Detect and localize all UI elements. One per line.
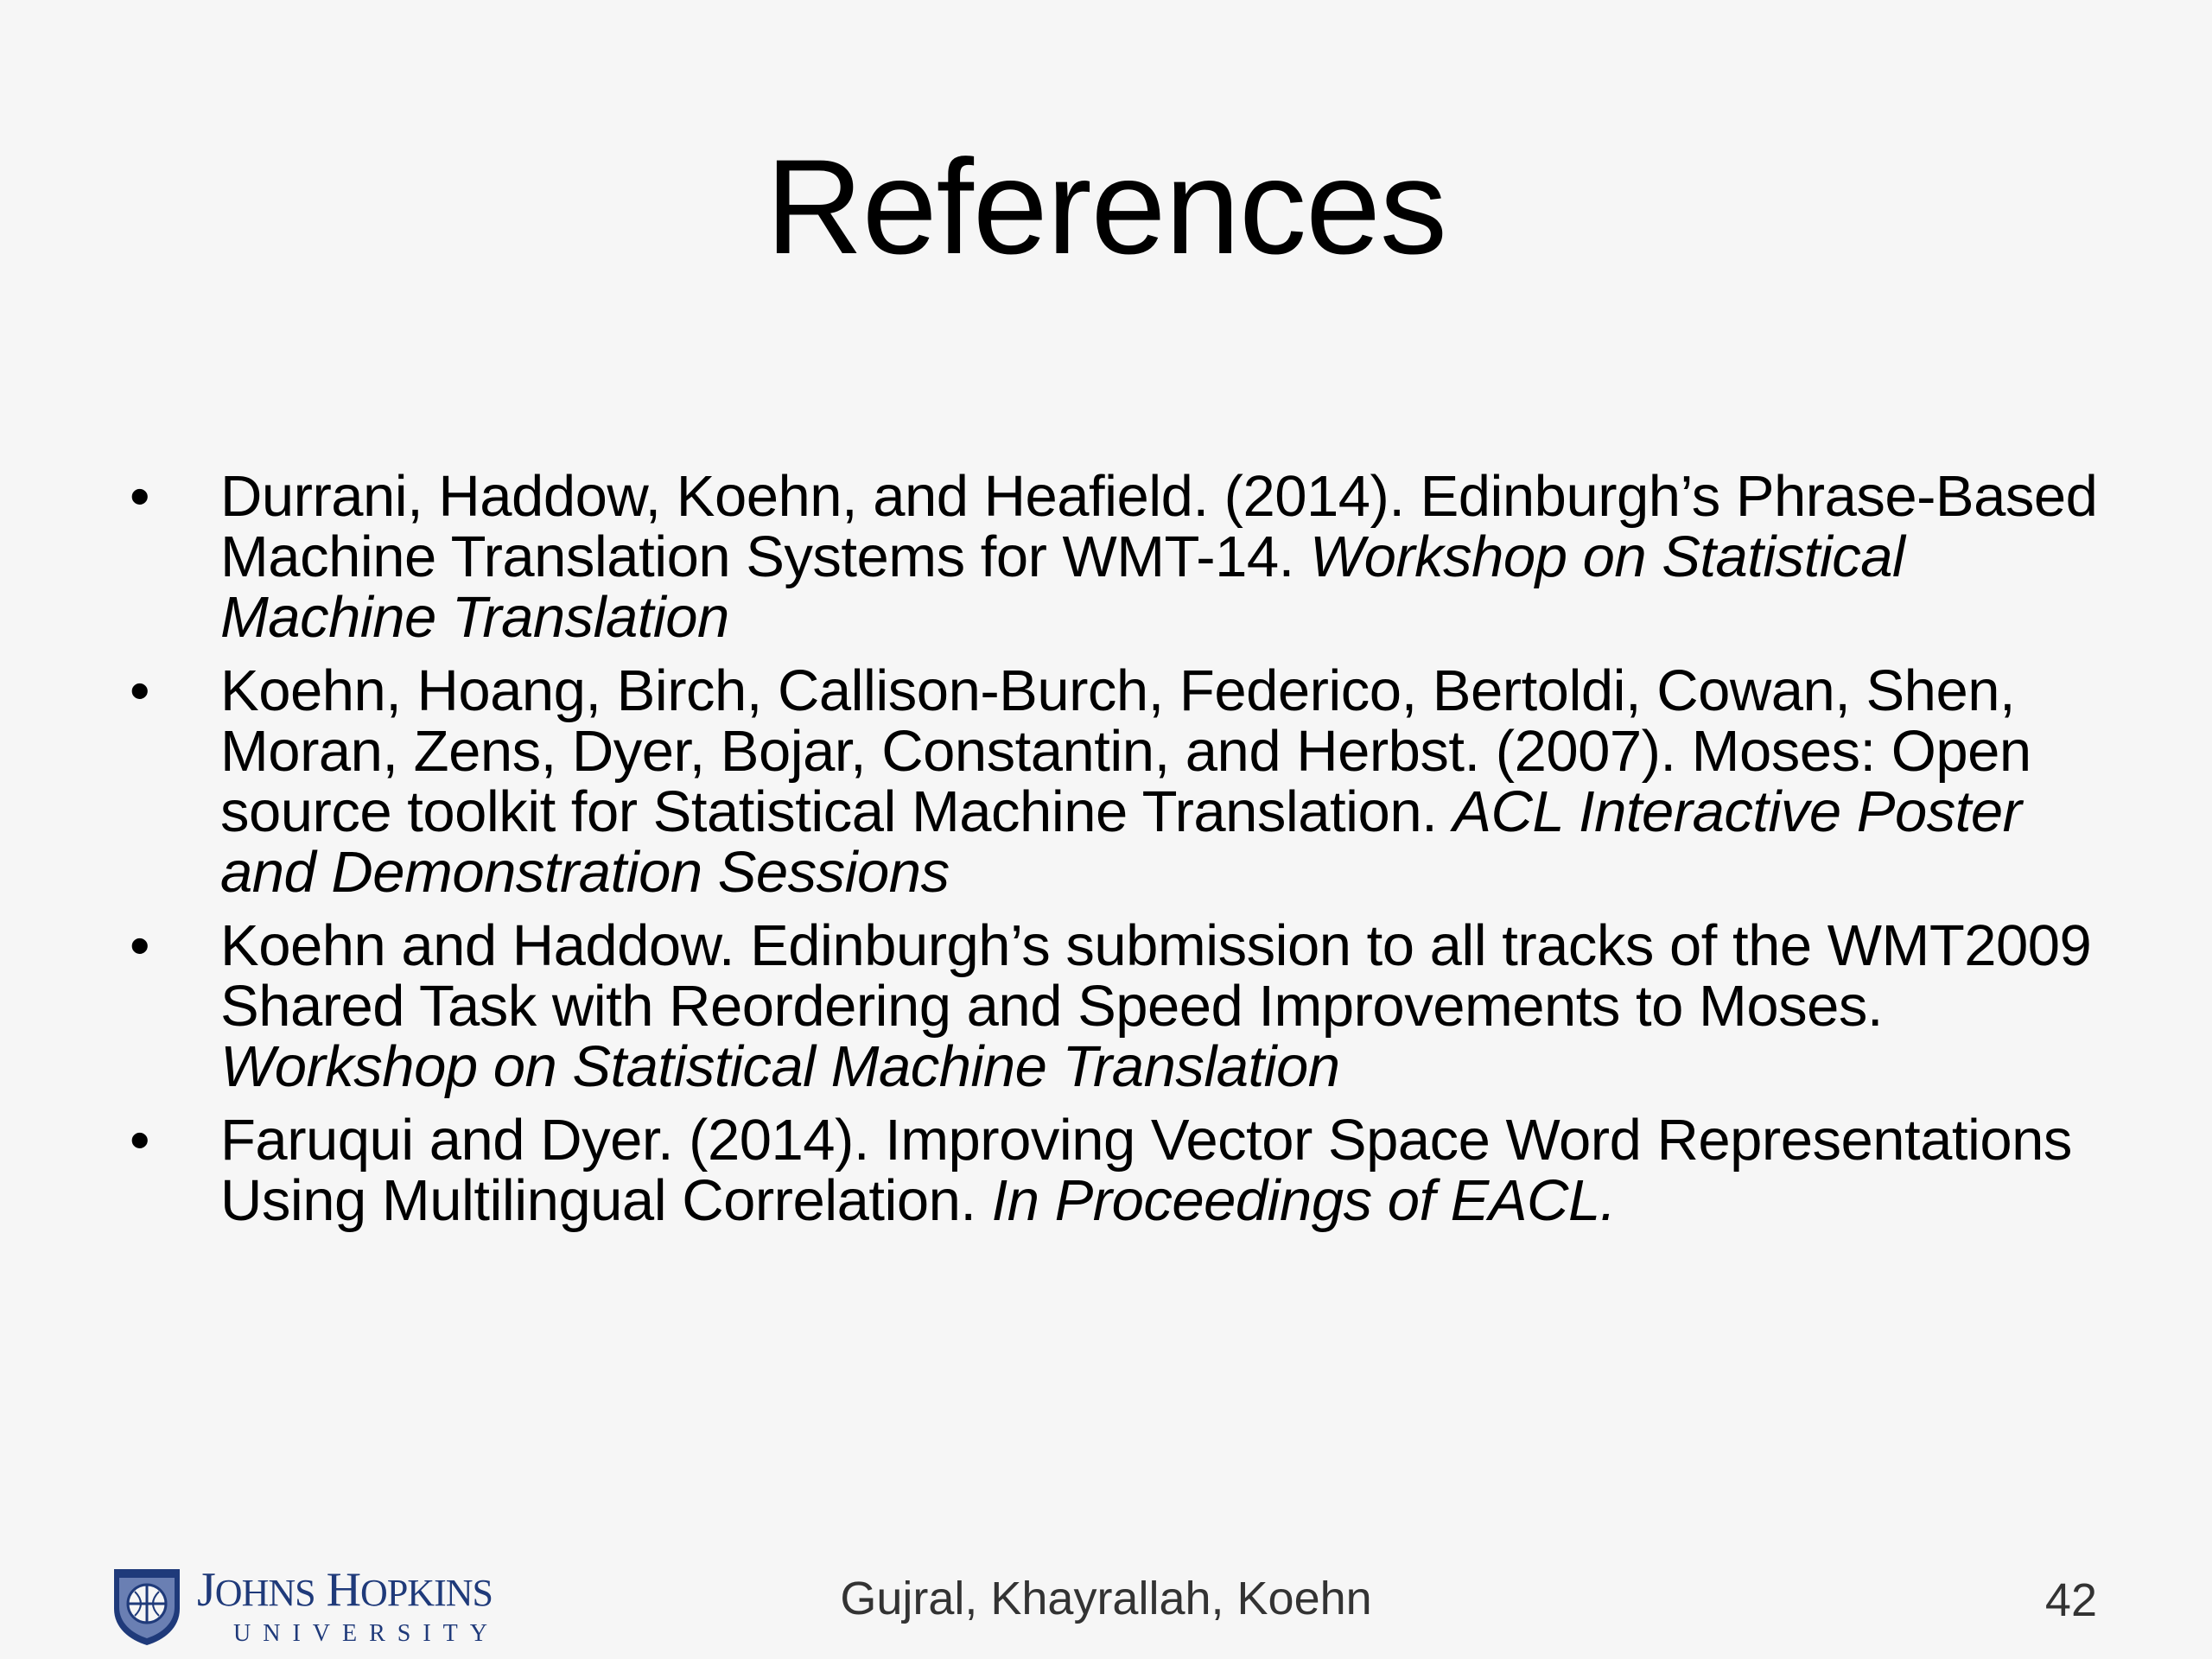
- logo-wordmark: JOHNS HOPKINS: [197, 1563, 493, 1617]
- slide-title: References: [766, 132, 1446, 283]
- reference-item: [130, 658, 2100, 905]
- bullet: •: [130, 658, 149, 723]
- reference-venue: Workshop on Statistical Machine Translation: [220, 1034, 1340, 1099]
- reference-list: [130, 464, 2100, 1244]
- reference-venue: Workshop on Statistical Machine Translation: [220, 524, 1905, 650]
- bullet: •: [130, 913, 149, 978]
- reference-venue: In Proceedings of EACL.: [991, 1168, 1616, 1233]
- reference-text: Durrani, Haddow, Koehn, and Heafield. (2014). Edinburgh’s Phrase-Based Machine Translation Systems for WMT-14.: [220, 464, 2098, 589]
- logo-subtitle: UNIVERSITY: [233, 1620, 499, 1647]
- reference-venue: ACL Interactive Poster and Demonstration Sessions: [220, 779, 2022, 905]
- reference-text: Faruqui and Dyer. (2014). Improving Vector Space Word Representations Using Multilingual Correlation.: [220, 1108, 2072, 1233]
- reference-item: [130, 464, 2100, 650]
- reference-item: [130, 1110, 2100, 1231]
- reference-text: Koehn and Haddow. Edinburgh’s submission to all tracks of the WMT2009 Shared Task with Reordering and Speed Improvements to Moses.: [220, 913, 2092, 1039]
- reference-text: Koehn, Hoang, Birch, Callison-Burch, Federico, Bertoldi, Cowan, Shen, Moran, Zens, Dyer, Bojar, Constantin, and Herbst. (2007). Moses: Open source toolkit for Statistical Machine Translation.: [220, 658, 2031, 844]
- reference-item: [130, 913, 2100, 1099]
- bullet: •: [130, 464, 149, 529]
- bullet: •: [130, 1108, 149, 1173]
- page-number: 42: [2044, 1574, 2097, 1626]
- footer-authors: Gujral, Khayrallah, Koehn: [840, 1573, 1372, 1624]
